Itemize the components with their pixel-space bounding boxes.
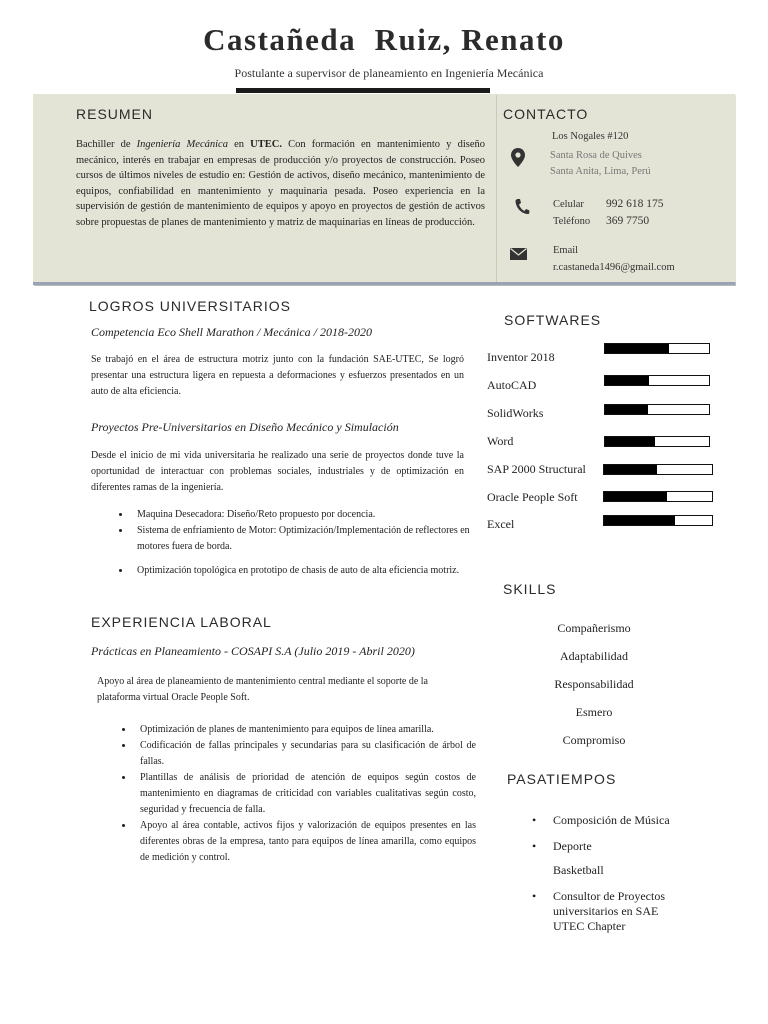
software-level-bar (603, 515, 713, 526)
address-line-1: Los Nogales #120 (552, 131, 629, 142)
resumen-text (76, 137, 485, 230)
logros-item1-title: Competencia Eco Shell Marathon / Mecánica / 2018-2020 (91, 325, 372, 339)
software-name: SolidWorks (487, 406, 544, 420)
contact-panel (496, 95, 736, 282)
candidate-subtitle: Postulante a supervisor de planeamiento en Ingeniería Mecánica (234, 66, 544, 80)
job-title: Prácticas en Planeamiento - COSAPI S.A (Julio 2019 - Abril 2020) (91, 644, 415, 658)
software-name: Inventor 2018 (487, 350, 555, 364)
skill-item: Adaptabilidad (560, 649, 628, 663)
software-level-bar (603, 464, 713, 475)
hobby-sub-item: Basketball (553, 863, 604, 877)
email-label: Email (553, 245, 579, 256)
software-level-fill (604, 465, 657, 474)
logros-bullet-list (113, 507, 483, 579)
software-level-fill (605, 405, 648, 414)
list-item: • Maquina Desecadora: Diseño/Reto propuesto por docencia. (131, 507, 483, 523)
celular-value[interactable]: 992 618 175 (606, 198, 664, 210)
contacto-heading: CONTACTO (503, 106, 589, 122)
software-level-fill (605, 344, 669, 353)
logros-heading: LOGROS UNIVERSITARIOS (89, 298, 291, 314)
software-name: Word (487, 434, 514, 448)
job-text: Apoyo al área de planeamiento de mantenimiento central mediante el soporte de la plataforma virtual Oracle People Soft. (97, 676, 428, 703)
software-level-bar (604, 375, 710, 386)
software-level-bar (603, 491, 713, 502)
envelope-icon (510, 248, 527, 260)
software-level-fill (605, 376, 649, 385)
hobby-bullet: • (532, 813, 537, 827)
logros-item2-text: Desde el inicio de mi vida universitaria he realizado una serie de proyectos donde tuve la oportunidad de interactuar con problemas sociales, industriales y de optimización en diferentes ramas de la ingeniería. (91, 450, 464, 493)
list-item: • Apoyo al área contable, activos fijos y valorización de equipos presentes en las diferentes obras de la empresa, tanto para equipos de línea amarilla, como equipos de medición y control. (134, 818, 476, 866)
software-level-bar (604, 436, 710, 447)
software-level-fill (605, 437, 655, 446)
resumen-university: UTEC. (250, 139, 282, 150)
software-level-bar (604, 404, 710, 415)
software-name: Oracle People Soft (487, 490, 578, 504)
hobby-item: Deporte (553, 839, 592, 853)
telefono-value[interactable]: 369 7750 (606, 215, 650, 227)
experiencia-heading: EXPERIENCIA LABORAL (91, 614, 272, 630)
skills-heading: SKILLS (503, 581, 557, 597)
hobby-bullet: • (532, 839, 537, 853)
phone-icon (514, 198, 530, 216)
skill-item: Responsabilidad (554, 677, 634, 691)
skill-item: Compañerismo (557, 621, 631, 635)
resumen-text-part: en (227, 139, 251, 150)
list-item: • Optimización de planes de mantenimiento para equipos de línea amarilla. (134, 722, 476, 738)
hobby-item: Consultor de Proyectos universitarios en SAE UTEC Chapter (553, 889, 665, 933)
list-item: • Sistema de enfriamiento de Motor: Optimización/Implementación de reflectores en motores fuera de borda. (131, 523, 483, 555)
resumen-degree: Ingeniería Mecánica (136, 139, 228, 150)
hobby-item: Composición de Música (553, 813, 670, 827)
pasatiempos-heading: PASATIEMPOS (507, 771, 617, 787)
skill-item: Compromiso (562, 733, 626, 747)
candidate-name: Castañeda Ruiz, Renato (203, 22, 565, 57)
address-line-3: Santa Anita, Lima, Perú (550, 166, 651, 177)
address-line-2: Santa Rosa de Quives (550, 150, 642, 161)
telefono-label: Teléfono (553, 216, 591, 227)
email-value[interactable]: r.castaneda1496@gmail.com (553, 262, 675, 273)
software-level-bar (604, 343, 710, 354)
list-item: • Plantillas de análisis de prioridad de atención de equipos según costos de mantenimiento en diagramas de criticidad con variables cualitativas según costo, seguridad y frecuencia de falla. (134, 770, 476, 818)
skill-item: Esmero (575, 705, 613, 719)
list-item: • Optimización topológica en prototipo de chasis de auto de alta eficiencia motriz. (131, 563, 483, 579)
title-underline (236, 88, 490, 93)
software-level-fill (604, 492, 667, 501)
software-name: AutoCAD (487, 378, 537, 392)
list-item: • Codificación de fallas principales y secundarias para su clasificación de árbol de fallas. (134, 738, 476, 770)
logros-item1-text: Se trabajó en el área de estructura motriz junto con la fundación SAE-UTEC, Se logró presentar una estructura ligera en repuesta a deformaciones y esfuerzos presentados en un auto de alta eficiencia. (91, 354, 464, 397)
logros-item2-title: Proyectos Pre-Universitarios en Diseño Mecánico y Simulación (91, 420, 399, 434)
hobby-bullet: • (532, 889, 537, 903)
job-bullet-list (116, 722, 476, 866)
location-pin-icon (511, 148, 525, 167)
resumen-text-part: Con formación en mantenimiento y diseño mecánico, interés en trabajar en empresas de producción y/o proyectos de construcción. Poseo cursos de últimos niveles de estudio en: Gestión de activos, diseño mecánico, mantenimiento de equipos, confiabilidad en mantenimiento y maquinaria pesada. Poseo experiencia en la supervisión de gestión de mantenimiento de equipos y apoyo en proyectos de gestión de activos sobre propuestas de planes de mantenimiento y matriz de maquinarias en líneas de producción. (76, 139, 485, 228)
software-name: Excel (487, 517, 515, 531)
softwares-heading: SOFTWARES (504, 312, 602, 328)
resumen-text-part: Bachiller de (76, 139, 137, 150)
software-level-fill (604, 516, 675, 525)
software-name: SAP 2000 Structural (487, 462, 586, 476)
celular-label: Celular (553, 199, 584, 210)
resumen-heading: RESUMEN (76, 106, 154, 122)
